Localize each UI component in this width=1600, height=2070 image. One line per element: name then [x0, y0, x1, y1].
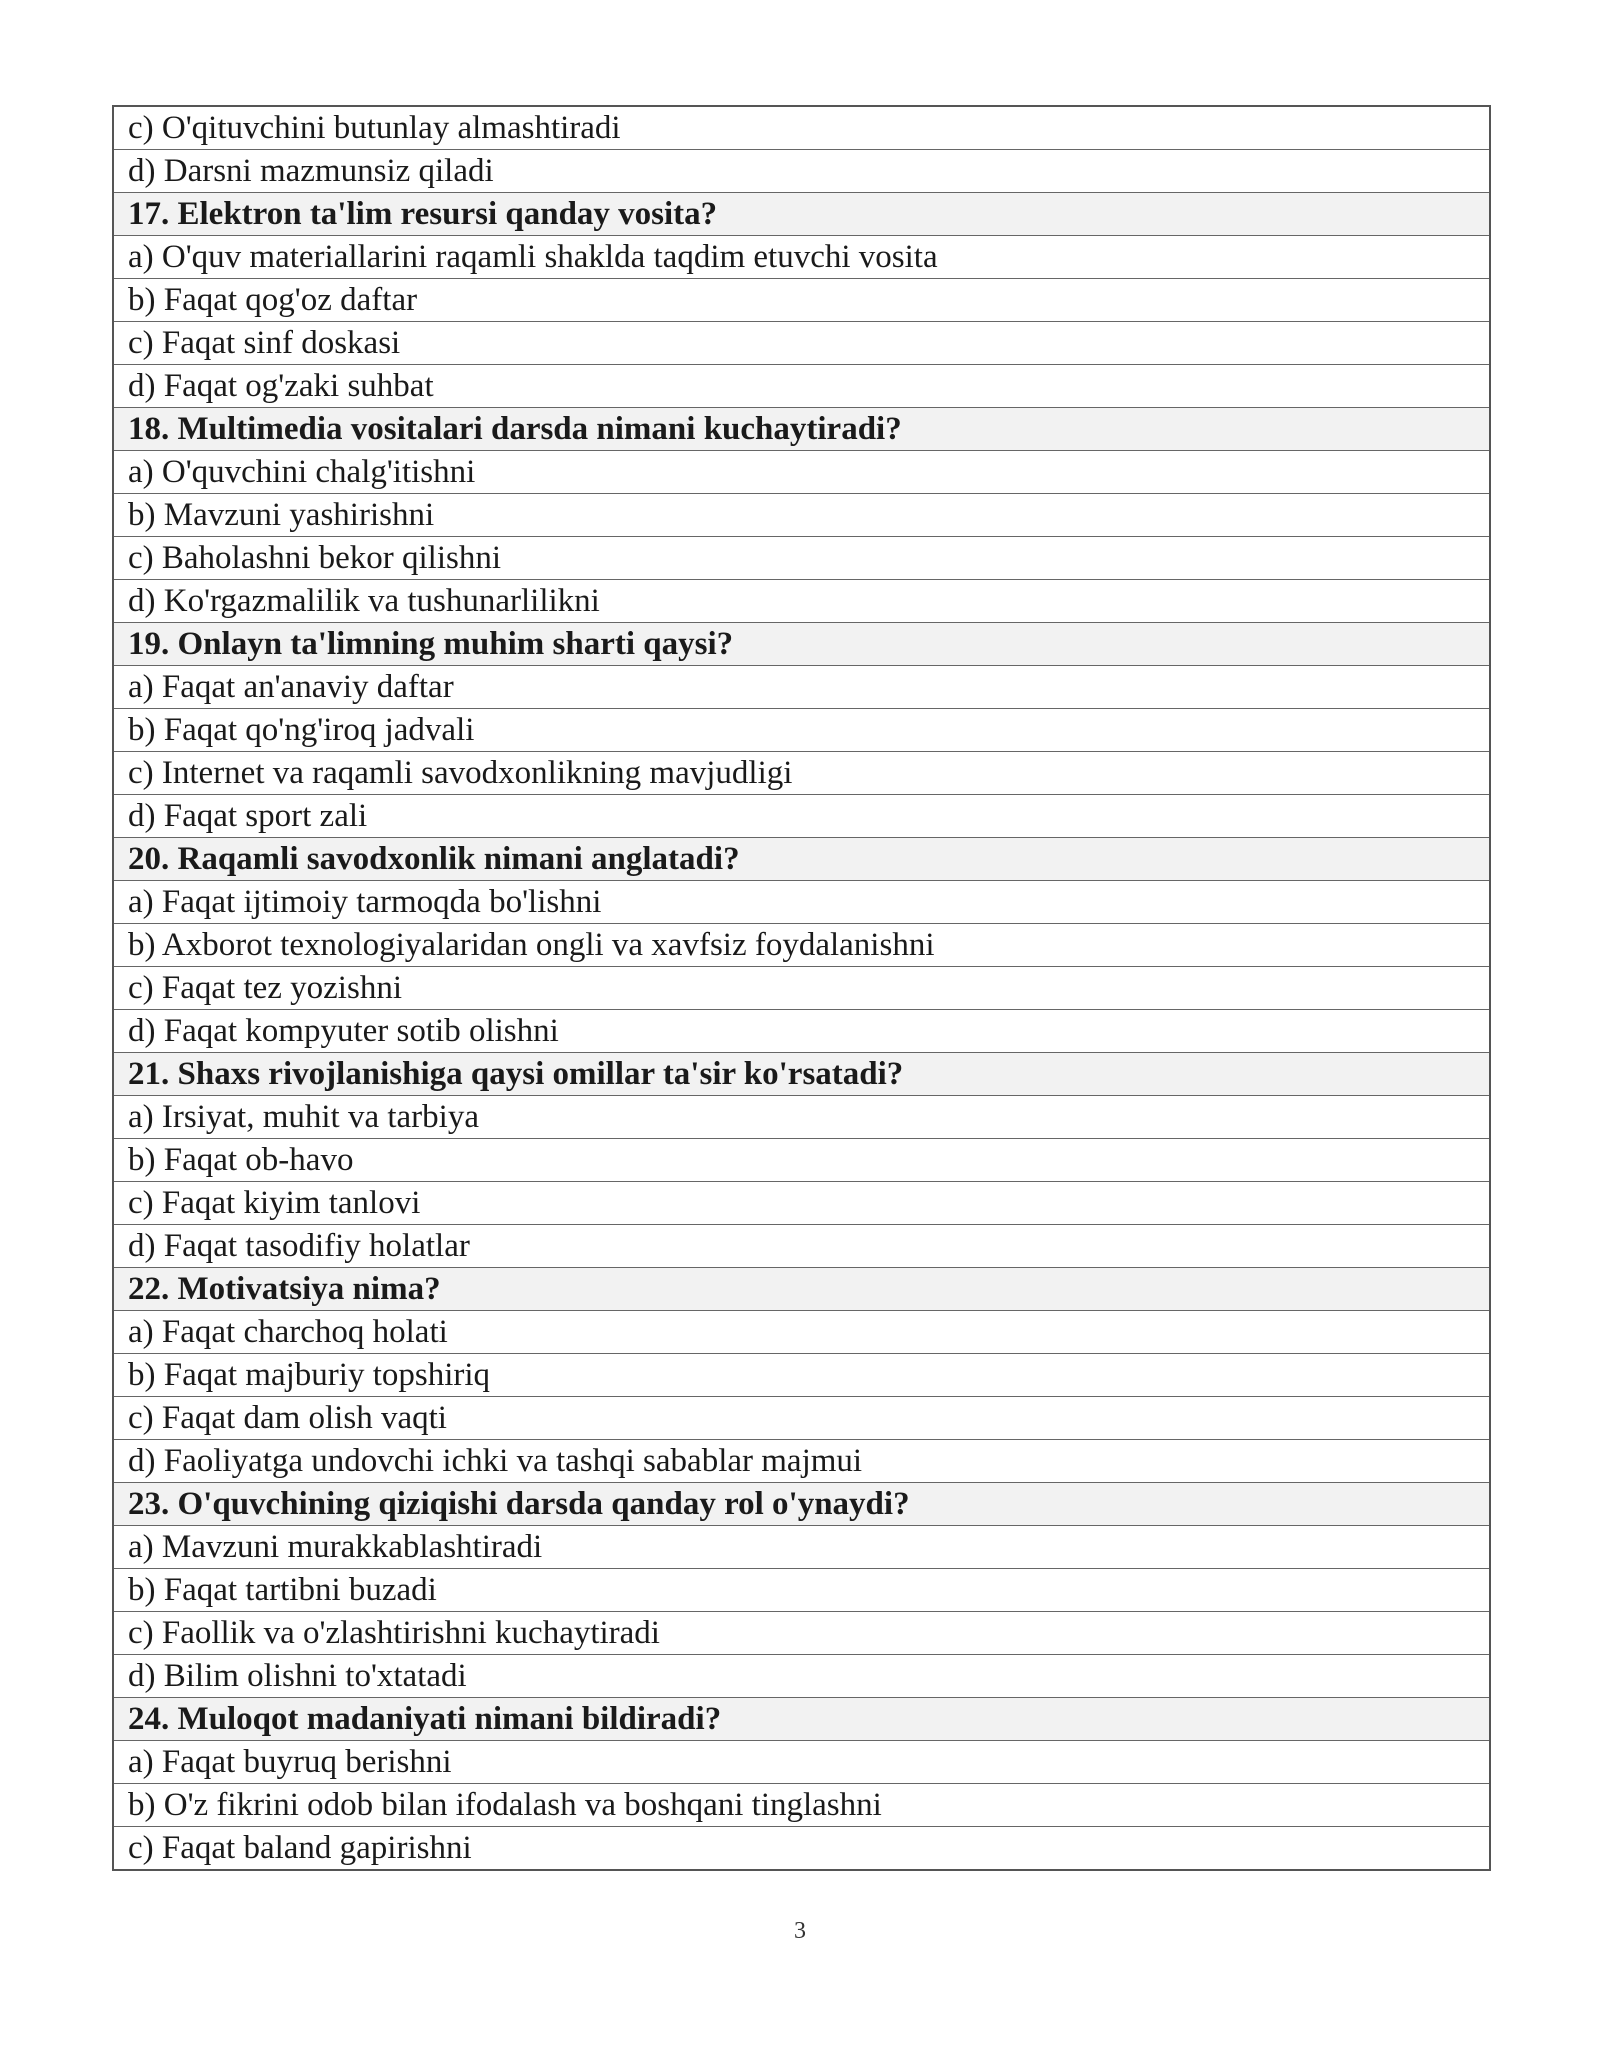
question-text: 17. Elektron ta'lim resursi qanday vosita? — [113, 193, 1490, 236]
answer-option-row — [113, 365, 1490, 408]
answer-option-text: b) Faqat ob-havo — [113, 1139, 1490, 1182]
answer-option-text: d) Faqat og'zaki suhbat — [113, 365, 1490, 408]
answer-option-row — [113, 1354, 1490, 1397]
quiz-table-body — [113, 106, 1490, 1870]
question-text: 24. Muloqot madaniyati nimani bildiradi? — [113, 1698, 1490, 1741]
answer-option-text: a) O'quvchini chalg'itishni — [113, 451, 1490, 494]
answer-option-text: c) Faqat dam olish vaqti — [113, 1397, 1490, 1440]
answer-option-row — [113, 709, 1490, 752]
answer-option-text: b) Faqat tartibni buzadi — [113, 1569, 1490, 1612]
answer-option-row — [113, 924, 1490, 967]
answer-option-text: d) Faqat tasodifiy holatlar — [113, 1225, 1490, 1268]
answer-option-row — [113, 1784, 1490, 1827]
answer-option-row — [113, 881, 1490, 924]
answer-option-text: c) Faqat tez yozishni — [113, 967, 1490, 1010]
answer-option-row — [113, 1827, 1490, 1871]
answer-option-text: c) Faqat sinf doskasi — [113, 322, 1490, 365]
answer-option-row — [113, 1096, 1490, 1139]
answer-option-row — [113, 1397, 1490, 1440]
answer-option-row — [113, 1526, 1490, 1569]
answer-option-text: c) Faqat baland gapirishni — [113, 1827, 1490, 1871]
answer-option-text: d) Darsni mazmunsiz qiladi — [113, 150, 1490, 193]
question-text: 22. Motivatsiya nima? — [113, 1268, 1490, 1311]
question-row — [113, 408, 1490, 451]
answer-option-text: b) Faqat qog'oz daftar — [113, 279, 1490, 322]
question-row — [113, 1483, 1490, 1526]
answer-option-row — [113, 1139, 1490, 1182]
answer-option-row — [113, 1569, 1490, 1612]
question-row — [113, 1698, 1490, 1741]
answer-option-row — [113, 322, 1490, 365]
answer-option-text: c) O'qituvchini butunlay almashtiradi — [113, 106, 1490, 150]
answer-option-row — [113, 1225, 1490, 1268]
answer-option-text: d) Faqat kompyuter sotib olishni — [113, 1010, 1490, 1053]
answer-option-row — [113, 1182, 1490, 1225]
question-text: 18. Multimedia vositalari darsda nimani kuchaytiradi? — [113, 408, 1490, 451]
question-row — [113, 1268, 1490, 1311]
answer-option-text: a) Faqat an'anaviy daftar — [113, 666, 1490, 709]
answer-option-text: d) Bilim olishni to'xtatadi — [113, 1655, 1490, 1698]
answer-option-row — [113, 279, 1490, 322]
answer-option-text: a) Irsiyat, muhit va tarbiya — [113, 1096, 1490, 1139]
answer-option-text: a) Faqat charchoq holati — [113, 1311, 1490, 1354]
answer-option-row — [113, 666, 1490, 709]
answer-option-row — [113, 236, 1490, 279]
answer-option-row — [113, 106, 1490, 150]
answer-option-text: c) Baholashni bekor qilishni — [113, 537, 1490, 580]
answer-option-row — [113, 451, 1490, 494]
answer-option-text: b) O'z fikrini odob bilan ifodalash va boshqani tinglashni — [113, 1784, 1490, 1827]
answer-option-row — [113, 1741, 1490, 1784]
answer-option-text: b) Mavzuni yashirishni — [113, 494, 1490, 537]
page-number: 3 — [794, 1918, 806, 1944]
answer-option-text: a) Faqat ijtimoiy tarmoqda bo'lishni — [113, 881, 1490, 924]
answer-option-row — [113, 1440, 1490, 1483]
question-row — [113, 623, 1490, 666]
answer-option-text: a) Faqat buyruq berishni — [113, 1741, 1490, 1784]
answer-option-row — [113, 795, 1490, 838]
answer-option-text: c) Faollik va o'zlashtirishni kuchaytiradi — [113, 1612, 1490, 1655]
answer-option-text: b) Axborot texnologiyalaridan ongli va xavfsiz foydalanishni — [113, 924, 1490, 967]
answer-option-row — [113, 537, 1490, 580]
answer-option-text: c) Faqat kiyim tanlovi — [113, 1182, 1490, 1225]
answer-option-text: b) Faqat qo'ng'iroq jadvali — [113, 709, 1490, 752]
answer-option-text: a) O'quv materiallarini raqamli shaklda taqdim etuvchi vosita — [113, 236, 1490, 279]
quiz-table — [112, 105, 1491, 1871]
question-text: 21. Shaxs rivojlanishiga qaysi omillar ta'sir ko'rsatadi? — [113, 1053, 1490, 1096]
answer-option-text: d) Faoliyatga undovchi ichki va tashqi sabablar majmui — [113, 1440, 1490, 1483]
answer-option-row — [113, 494, 1490, 537]
answer-option-row — [113, 967, 1490, 1010]
answer-option-row — [113, 1010, 1490, 1053]
answer-option-text: d) Faqat sport zali — [113, 795, 1490, 838]
answer-option-text: a) Mavzuni murakkablashtiradi — [113, 1526, 1490, 1569]
answer-option-row — [113, 1612, 1490, 1655]
answer-option-row — [113, 752, 1490, 795]
question-text: 23. O'quvchining qiziqishi darsda qanday rol o'ynaydi? — [113, 1483, 1490, 1526]
answer-option-row — [113, 580, 1490, 623]
answer-option-row — [113, 150, 1490, 193]
answer-option-text: d) Ko'rgazmalilik va tushunarlilikni — [113, 580, 1490, 623]
answer-option-row — [113, 1311, 1490, 1354]
answer-option-row — [113, 1655, 1490, 1698]
answer-option-text: c) Internet va raqamli savodxonlikning mavjudligi — [113, 752, 1490, 795]
answer-option-text: b) Faqat majburiy topshiriq — [113, 1354, 1490, 1397]
question-text: 20. Raqamli savodxonlik nimani anglatadi? — [113, 838, 1490, 881]
question-text: 19. Onlayn ta'limning muhim sharti qaysi? — [113, 623, 1490, 666]
question-row — [113, 1053, 1490, 1096]
question-row — [113, 193, 1490, 236]
question-row — [113, 838, 1490, 881]
